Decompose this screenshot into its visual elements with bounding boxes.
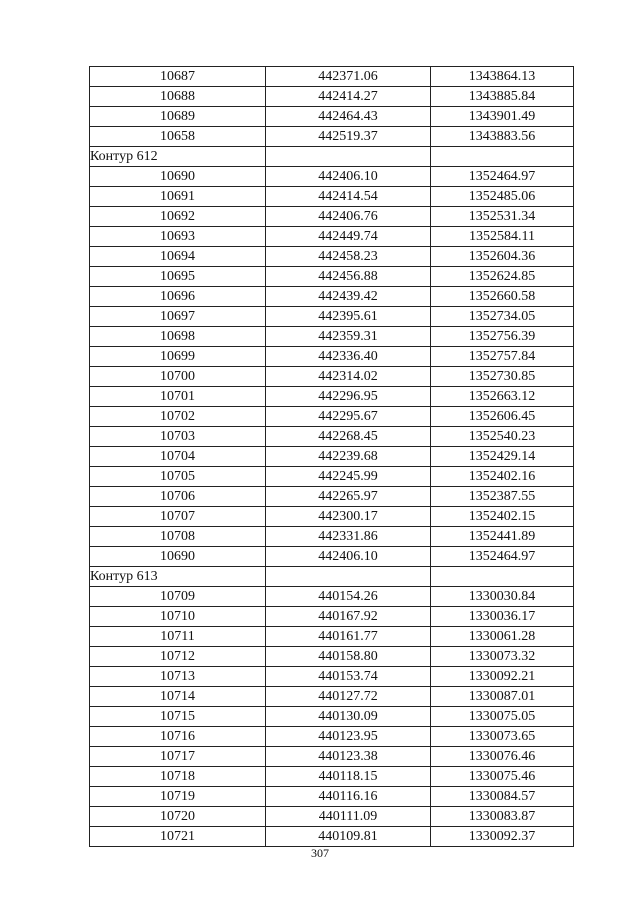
x-coordinate-cell: 442239.68 (266, 447, 431, 467)
y-coordinate-cell: 1330092.37 (431, 827, 574, 847)
y-coordinate-cell: 1352663.12 (431, 387, 574, 407)
table-row (90, 207, 574, 227)
table-row (90, 747, 574, 767)
point-number-cell: 10704 (90, 447, 266, 467)
x-coordinate-cell: 442336.40 (266, 347, 431, 367)
table-row (90, 187, 574, 207)
point-number-cell: 10693 (90, 227, 266, 247)
x-coordinate-cell: 442359.31 (266, 327, 431, 347)
point-number-cell: 10718 (90, 767, 266, 787)
x-coordinate-cell: 442296.95 (266, 387, 431, 407)
point-number-cell: 10690 (90, 547, 266, 567)
point-number-cell: 10719 (90, 787, 266, 807)
point-number-cell: 10708 (90, 527, 266, 547)
table-row (90, 287, 574, 307)
table-row (90, 587, 574, 607)
table-row (90, 427, 574, 447)
table-row (90, 507, 574, 527)
x-coordinate-cell: 442395.61 (266, 307, 431, 327)
point-number-cell: 10690 (90, 167, 266, 187)
point-number-cell: 10720 (90, 807, 266, 827)
point-number-cell: 10715 (90, 707, 266, 727)
point-number-cell: 10692 (90, 207, 266, 227)
y-coordinate-cell: 1330092.21 (431, 667, 574, 687)
y-coordinate-cell: 1352584.11 (431, 227, 574, 247)
x-coordinate-cell: 442406.10 (266, 167, 431, 187)
y-coordinate-cell: 1352402.16 (431, 467, 574, 487)
y-coordinate-cell: 1330061.28 (431, 627, 574, 647)
y-coordinate-cell: 1343885.84 (431, 87, 574, 107)
table-row (90, 247, 574, 267)
y-coordinate-cell: 1352485.06 (431, 187, 574, 207)
point-number-cell: 10689 (90, 107, 266, 127)
x-coordinate-cell: 442414.54 (266, 187, 431, 207)
y-coordinate-cell: 1330076.46 (431, 747, 574, 767)
contour-header-row (90, 567, 574, 587)
table-row (90, 407, 574, 427)
x-coordinate-cell: 442519.37 (266, 127, 431, 147)
y-coordinate-cell: 1352734.05 (431, 307, 574, 327)
empty-cell (266, 567, 431, 587)
y-coordinate-cell: 1330083.87 (431, 807, 574, 827)
table-row (90, 807, 574, 827)
point-number-cell: 10705 (90, 467, 266, 487)
x-coordinate-cell: 442414.27 (266, 87, 431, 107)
empty-cell (266, 147, 431, 167)
table-row (90, 607, 574, 627)
point-number-cell: 10694 (90, 247, 266, 267)
table-row (90, 627, 574, 647)
contour-label: Контур 613 (90, 567, 266, 587)
y-coordinate-cell: 1343883.56 (431, 127, 574, 147)
point-number-cell: 10699 (90, 347, 266, 367)
table-row (90, 267, 574, 287)
table-row (90, 767, 574, 787)
y-coordinate-cell: 1330084.57 (431, 787, 574, 807)
table-row (90, 487, 574, 507)
point-number-cell: 10696 (90, 287, 266, 307)
x-coordinate-cell: 442456.88 (266, 267, 431, 287)
table-row (90, 547, 574, 567)
y-coordinate-cell: 1352624.85 (431, 267, 574, 287)
point-number-cell: 10713 (90, 667, 266, 687)
empty-cell (431, 567, 574, 587)
y-coordinate-cell: 1343901.49 (431, 107, 574, 127)
point-number-cell: 10717 (90, 747, 266, 767)
x-coordinate-cell: 442268.45 (266, 427, 431, 447)
x-coordinate-cell: 442245.99 (266, 467, 431, 487)
point-number-cell: 10695 (90, 267, 266, 287)
point-number-cell: 10698 (90, 327, 266, 347)
x-coordinate-cell: 440153.74 (266, 667, 431, 687)
table-row (90, 107, 574, 127)
table-row (90, 367, 574, 387)
y-coordinate-cell: 1330036.17 (431, 607, 574, 627)
y-coordinate-cell: 1330087.01 (431, 687, 574, 707)
table-row (90, 667, 574, 687)
point-number-cell: 10691 (90, 187, 266, 207)
x-coordinate-cell: 442314.02 (266, 367, 431, 387)
table-row (90, 827, 574, 847)
table-row (90, 167, 574, 187)
y-coordinate-cell: 1352756.39 (431, 327, 574, 347)
y-coordinate-cell: 1352606.45 (431, 407, 574, 427)
y-coordinate-cell: 1352540.23 (431, 427, 574, 447)
table-row (90, 387, 574, 407)
point-number-cell: 10687 (90, 67, 266, 87)
x-coordinate-cell: 440154.26 (266, 587, 431, 607)
x-coordinate-cell: 442331.86 (266, 527, 431, 547)
empty-cell (431, 147, 574, 167)
table-row (90, 787, 574, 807)
table-row (90, 467, 574, 487)
x-coordinate-cell: 440123.95 (266, 727, 431, 747)
x-coordinate-cell: 440109.81 (266, 827, 431, 847)
x-coordinate-cell: 442371.06 (266, 67, 431, 87)
y-coordinate-cell: 1352730.85 (431, 367, 574, 387)
point-number-cell: 10707 (90, 507, 266, 527)
table-row (90, 527, 574, 547)
x-coordinate-cell: 440167.92 (266, 607, 431, 627)
y-coordinate-cell: 1352757.84 (431, 347, 574, 367)
page-number: 307 (311, 846, 329, 860)
point-number-cell: 10688 (90, 87, 266, 107)
x-coordinate-cell: 442449.74 (266, 227, 431, 247)
point-number-cell: 10706 (90, 487, 266, 507)
point-number-cell: 10700 (90, 367, 266, 387)
point-number-cell: 10709 (90, 587, 266, 607)
y-coordinate-cell: 1330073.65 (431, 727, 574, 747)
x-coordinate-cell: 440123.38 (266, 747, 431, 767)
x-coordinate-cell: 442295.67 (266, 407, 431, 427)
table-row (90, 127, 574, 147)
table-row (90, 727, 574, 747)
table-row (90, 707, 574, 727)
table-row (90, 687, 574, 707)
x-coordinate-cell: 440161.77 (266, 627, 431, 647)
x-coordinate-cell: 440130.09 (266, 707, 431, 727)
contour-label: Контур 612 (90, 147, 266, 167)
x-coordinate-cell: 440116.16 (266, 787, 431, 807)
table-row (90, 327, 574, 347)
point-number-cell: 10712 (90, 647, 266, 667)
point-number-cell: 10710 (90, 607, 266, 627)
y-coordinate-cell: 1352387.55 (431, 487, 574, 507)
y-coordinate-cell: 1352441.89 (431, 527, 574, 547)
coordinates-table-body (90, 67, 574, 847)
x-coordinate-cell: 440118.15 (266, 767, 431, 787)
x-coordinate-cell: 442406.10 (266, 547, 431, 567)
y-coordinate-cell: 1352531.34 (431, 207, 574, 227)
point-number-cell: 10697 (90, 307, 266, 327)
point-number-cell: 10721 (90, 827, 266, 847)
point-number-cell: 10658 (90, 127, 266, 147)
x-coordinate-cell: 440127.72 (266, 687, 431, 707)
y-coordinate-cell: 1330075.05 (431, 707, 574, 727)
y-coordinate-cell: 1330075.46 (431, 767, 574, 787)
x-coordinate-cell: 442300.17 (266, 507, 431, 527)
point-number-cell: 10711 (90, 627, 266, 647)
y-coordinate-cell: 1352429.14 (431, 447, 574, 467)
x-coordinate-cell: 442439.42 (266, 287, 431, 307)
table-row (90, 87, 574, 107)
point-number-cell: 10702 (90, 407, 266, 427)
contour-header-row (90, 147, 574, 167)
table-row (90, 347, 574, 367)
point-number-cell: 10701 (90, 387, 266, 407)
table-row (90, 307, 574, 327)
y-coordinate-cell: 1330073.32 (431, 647, 574, 667)
y-coordinate-cell: 1352402.15 (431, 507, 574, 527)
x-coordinate-cell: 442464.43 (266, 107, 431, 127)
x-coordinate-cell: 442265.97 (266, 487, 431, 507)
coordinates-table (89, 66, 574, 847)
y-coordinate-cell: 1352464.97 (431, 167, 574, 187)
x-coordinate-cell: 442458.23 (266, 247, 431, 267)
y-coordinate-cell: 1352604.36 (431, 247, 574, 267)
table-row (90, 447, 574, 467)
table-row (90, 67, 574, 87)
y-coordinate-cell: 1330030.84 (431, 587, 574, 607)
point-number-cell: 10703 (90, 427, 266, 447)
y-coordinate-cell: 1343864.13 (431, 67, 574, 87)
table-row (90, 227, 574, 247)
table-row (90, 647, 574, 667)
y-coordinate-cell: 1352660.58 (431, 287, 574, 307)
x-coordinate-cell: 442406.76 (266, 207, 431, 227)
point-number-cell: 10716 (90, 727, 266, 747)
x-coordinate-cell: 440158.80 (266, 647, 431, 667)
point-number-cell: 10714 (90, 687, 266, 707)
x-coordinate-cell: 440111.09 (266, 807, 431, 827)
y-coordinate-cell: 1352464.97 (431, 547, 574, 567)
